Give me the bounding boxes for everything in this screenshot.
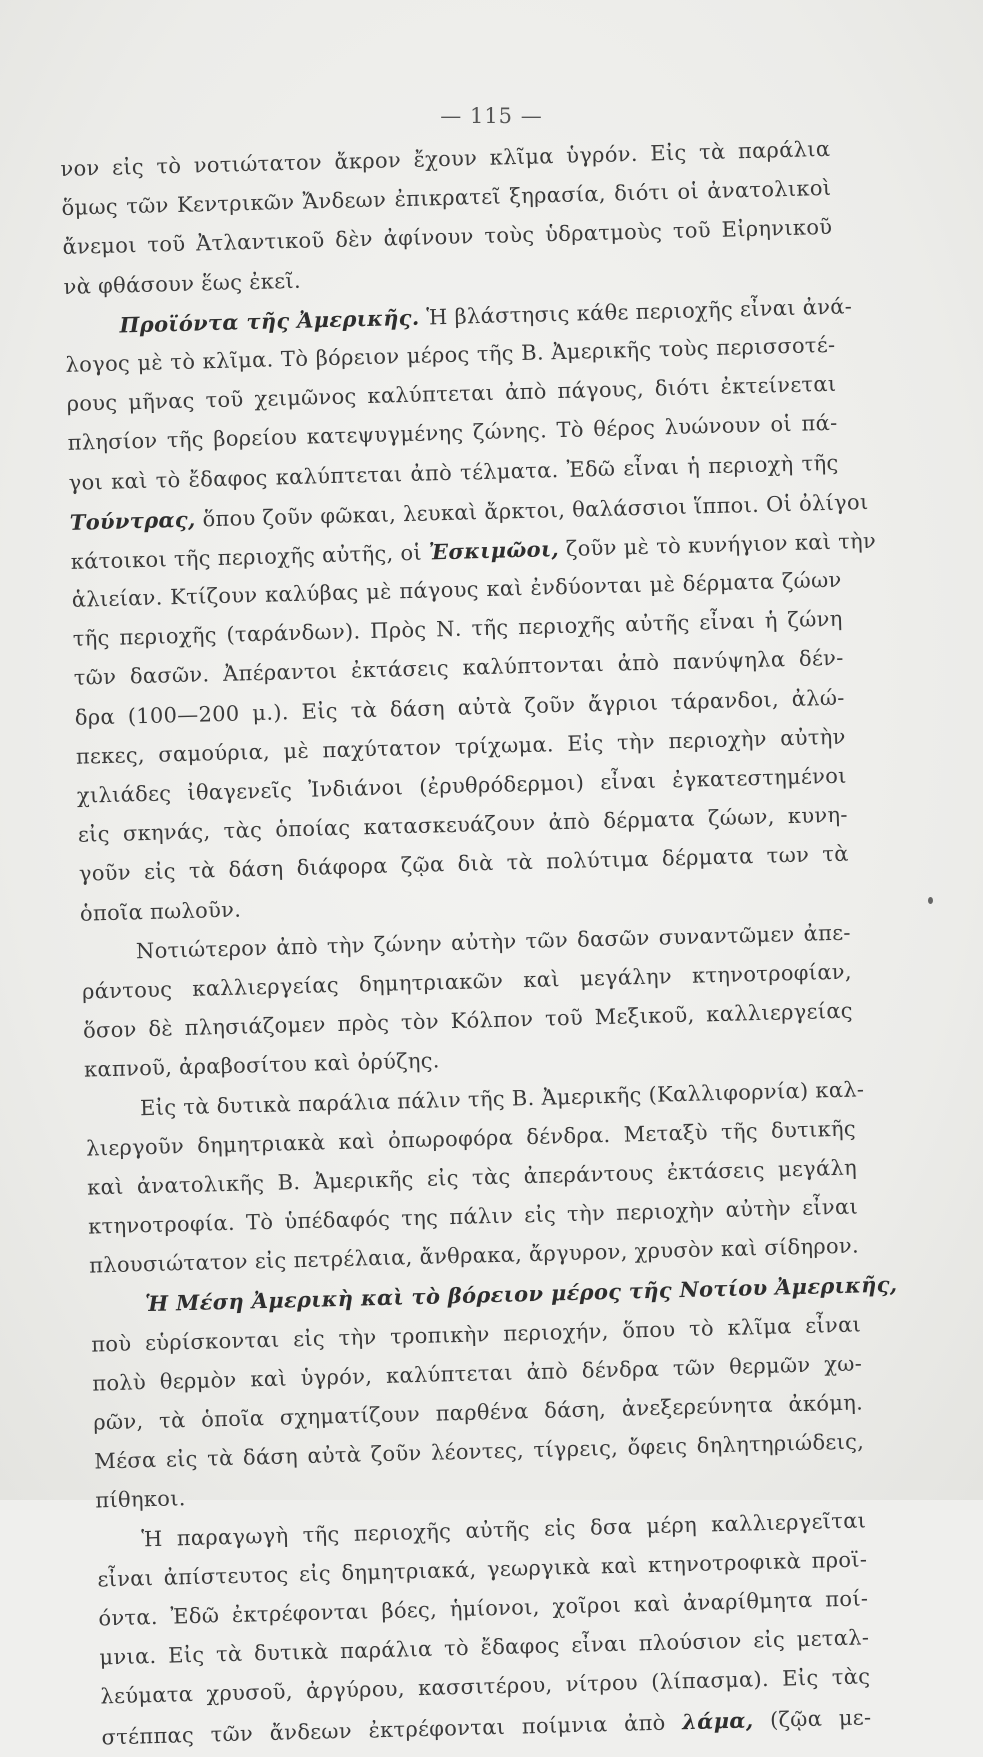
text-run: ὅσον δὲ πλησιάζομεν πρὸς τὸν Κόλπον τοῦ Μεξικοῦ, καλλιεργείας <box>82 998 854 1043</box>
text-run: ὅπου ζοῦν φῶκαι, λευκαὶ ἄρκτοι, θαλάσσιοι ἵπποι. Οἱ ὀλίγοι <box>195 489 869 532</box>
text-run: λογος μὲ τὸ κλῖμα. Τὸ βόρειον μέρος τῆς Β. Ἀμερικῆς τοὺς περισσοτέ- <box>65 332 836 377</box>
emphasized-text: Ἐσκιμῶοι, <box>428 535 560 565</box>
text-run: νὰ φθάσουν ἕως ἐκεῖ. <box>63 268 302 299</box>
text-run: λιεργοῦν δημητριακὰ καὶ ὀπωροφόρα δένδρα. Μεταξὺ τῆς δυτικῆς <box>85 1116 857 1161</box>
emphasized-text: λάμα, <box>681 1706 754 1734</box>
text-run: ἄνεμοι τοῦ Ἀτλαντικοῦ δὲν ἀφίνουν τοὺς ὑδρατμοὺς τοῦ Εἰρηνικοῦ <box>62 215 833 260</box>
text-run: γοῦν εἰς τὰ δάση διάφορα ζῷα διὰ τὰ πολύτιμα δέρματα των τὰ <box>78 841 850 887</box>
body-text <box>60 130 898 1756</box>
margin-mark <box>928 897 933 904</box>
text-run: πλησίον τῆς βορείου κατεψυγμένης ζώνης. Τὸ θέρος λυώνουν οἱ πά- <box>67 411 838 456</box>
text-run: γοι καὶ τὸ ἔδαφος καλύπτεται ἀπὸ τέλματα. Ἐδῶ εἶναι ἡ περιοχὴ τῆς <box>68 450 839 495</box>
text-run: πίθηκοι. <box>95 1486 187 1513</box>
text-run: ὅμως τῶν Κεντρικῶν Ἄνδεων ἐπικρατεῖ ξηρασία, διότι οἱ ἀνατολικοὶ <box>61 176 832 221</box>
text-run: ποὺ εὑρίσκονται εἰς τὴν τροπικὴν περιοχήν, ὅπου τὸ κλῖμα εἶναι <box>90 1312 862 1357</box>
text-run: ρῶν, τὰ ὁποῖα σχηματίζουν παρθένα δάση, ἀνεξερεύνητα ἀκόμη. <box>93 1390 864 1435</box>
text-run: κτηνοτροφία. Τὸ ὑπέδαφός της πάλιν εἰς τὴν περιοχὴν αὐτὴν εἶναι <box>87 1194 859 1239</box>
text-run: Ἡ βλάστησις κάθε περιοχῆς εἶναι ἀνά- <box>419 294 853 330</box>
text-run: ρους μῆνας τοῦ χειμῶνος καλύπτεται ἀπὸ πάγους, διότι ἐκτείνεται <box>66 371 837 417</box>
text-run: εἰς σκηνάς, τὰς ὁποίας κατασκευάζουν ἀπὸ δέρματα ζώων, κυνη- <box>77 802 848 847</box>
emphasized-text: Προϊόντα τῆς Ἀμερικῆς. <box>119 304 420 338</box>
text-run: εἶναι ἀπίστευτος εἰς δημητριακά, γεωργικὰ καὶ κτηνοτροφικὰ προϊ- <box>97 1547 868 1592</box>
text-run: χιλιάδες ἰθαγενεῖς Ἰνδιάνοι (ἐρυθρόδερμοι) εἶναι ἐγκατεστημένοι <box>76 763 847 808</box>
text-run: ἁλιείαν. Κτίζουν καλύβας μὲ πάγους καὶ ἐνδύονται μὲ δέρματα ζώων <box>71 567 842 612</box>
text-run: Ἡ παραγωγὴ τῆς περιοχῆς αὐτῆς εἰς δσα μέρη καλλιεργεῖται <box>141 1507 867 1551</box>
text-run: δρα (100—200 μ.). Εἰς τὰ δάση αὐτὰ ζοῦν ἄγριοι τάρανδοι, ἀλώ- <box>74 685 845 730</box>
text-run: πεκες, σαμούρια, μὲ παχύτατον τρίχωμα. Εἰς τὴν περιοχὴν αὐτὴν <box>75 724 846 769</box>
text-run: κάτοικοι τῆς περιοχῆς αὐτῆς, οἱ <box>70 540 430 574</box>
text-run: Νοτιώτερον ἀπὸ τὴν ζώνην αὐτὴν τῶν δασῶν συναντῶμεν ἀπε- <box>135 920 852 964</box>
text-run: ὁποῖα πωλοῦν. <box>79 897 242 926</box>
text-run: λεύματα χρυσοῦ, ἀργύρου, κασσιτέρου, νίτρου (λίπασμα). Εἰς τὰς <box>100 1664 871 1709</box>
text-run: καπνοῦ, ἀραβοσίτου καὶ ὀρύζης. <box>83 1048 441 1082</box>
text-run: ράντους καλλιεργείας δημητριακῶν καὶ μεγάλην κτηνοτροφίαν, <box>81 959 853 1004</box>
text-run: τῆς περιοχῆς (ταράνδων). Πρὸς Ν. τῆς περιοχῆς αὐτῆς εἶναι ἡ ζώνη <box>72 606 843 652</box>
text-run: πλουσιώτατον εἰς πετρέλαια, ἄνθρακα, ἄργυρον, χρυσὸν καὶ σίδηρον. <box>88 1233 860 1278</box>
text-run: ζοῦν μὲ τὸ κυνήγιον καὶ τὴν <box>558 528 877 561</box>
text-run: τῶν δασῶν. Ἀπέραντοι ἐκτάσεις καλύπτονται ἀπὸ πανύψηλα δέν- <box>73 646 844 691</box>
text-run: πολὺ θερμὸν καὶ ὑγρόν, καλύπτεται ἀπὸ δένδρα τῶν θερμῶν χω- <box>91 1351 863 1396</box>
text-run: νον εἰς τὸ νοτιώτατον ἄκρον ἔχουν κλῖμα ὑγρόν. Εἰς τὰ παράλια <box>60 136 831 181</box>
page-number: — 115 — <box>440 104 543 128</box>
text-run: στέππας τῶν ἄνδεων ἐκτρέφονται ποίμνια ἀπὸ <box>101 1709 683 1749</box>
text-run: όντα. Ἐδῶ ἐκτρέφονται βόες, ἡμίονοι, χοῖροι καὶ ἀναρίθμητα ποί- <box>98 1586 869 1631</box>
emphasized-text: Ἡ Μέση Ἀμερικὴ καὶ τὸ βόρειον μέρος τῆς Νοτίου Ἀμερικῆς, <box>144 1271 898 1317</box>
text-run: (ζῷα με- <box>753 1704 872 1732</box>
text-run: μνια. Εἰς τὰ δυτικὰ παράλια τὸ ἔδαφος εἶναι πλούσιον εἰς μεταλ- <box>99 1625 870 1670</box>
text-run: Μέσα εἰς τὰ δάση αὐτὰ ζοῦν λέοντες, τίγρεις, ὄφεις δηλητηριώδεις, <box>94 1429 865 1474</box>
emphasized-text: Τούντρας, <box>69 506 196 535</box>
text-run: καὶ ἀνατολικῆς Β. Ἀμερικῆς εἰς τὰς ἀπεράντους ἐκτάσεις μεγάλη <box>86 1155 858 1200</box>
text-run: Εἰς τὰ δυτικὰ παράλια πάλιν τῆς Β. Ἀμερικῆς (Καλλιφορνία) καλ- <box>139 1076 865 1120</box>
